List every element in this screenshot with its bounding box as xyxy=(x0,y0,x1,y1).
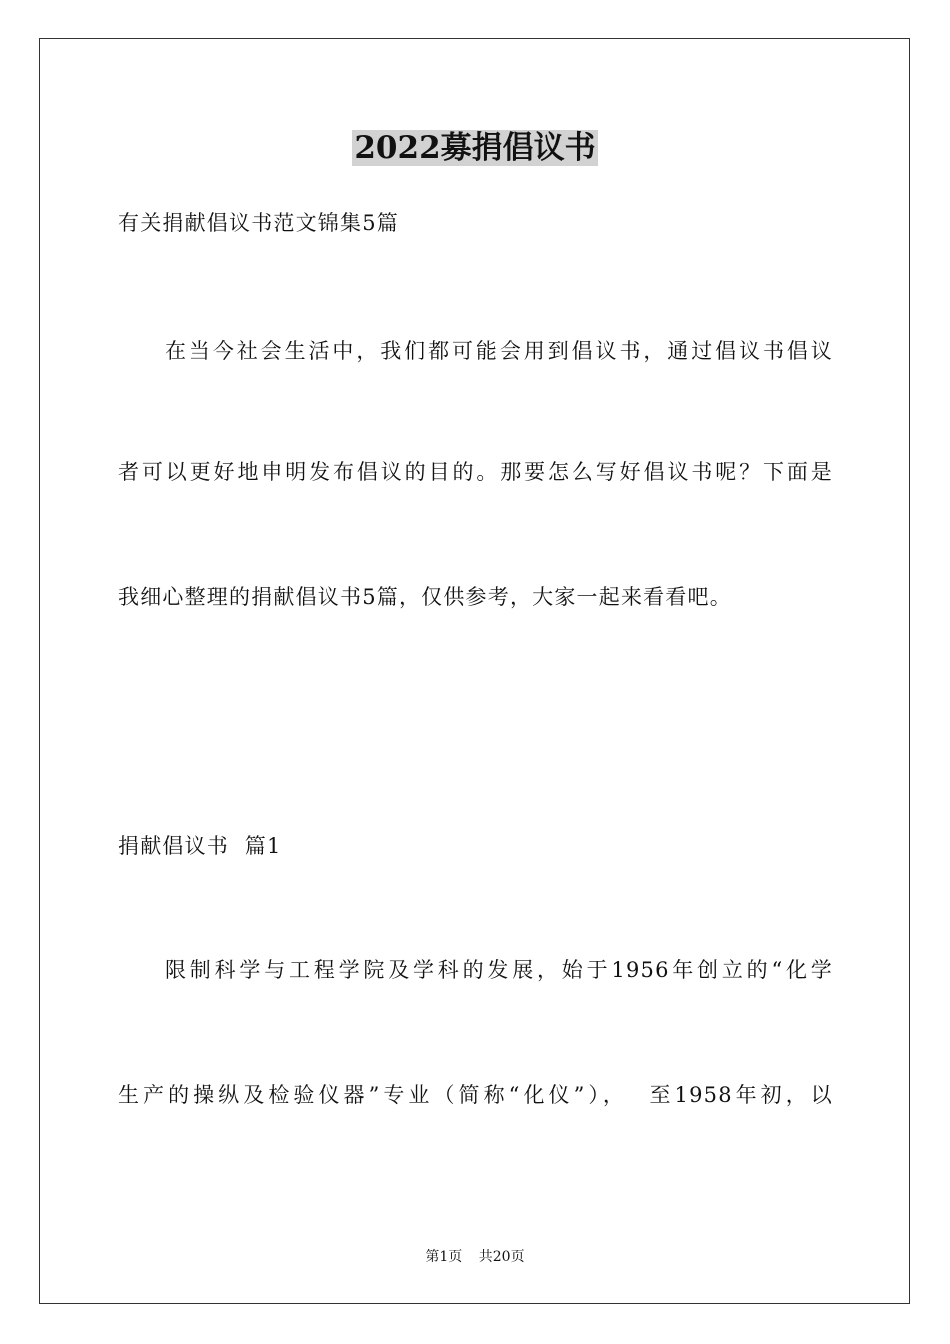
paragraph-line: 限制科学与工程学院及学科的发展，始于1956年创立的“化学 xyxy=(165,958,833,982)
page-footer xyxy=(0,1247,950,1267)
subtitle-line: 有关捐献倡议书范文锦集5篇 xyxy=(118,211,399,235)
page-total: 共20页 xyxy=(478,1249,525,1265)
paragraph-line: 者可以更好地申明发布倡议的目的。那要怎么写好倡议书呢？下面是 xyxy=(118,460,833,484)
document-title xyxy=(0,127,950,169)
paragraph-line: 在当今社会生活中，我们都可能会用到倡议书，通过倡议书倡议 xyxy=(165,339,833,363)
document-title-text: 2022募捐倡议书 xyxy=(354,130,596,166)
section-heading: 捐献倡议书 篇1 xyxy=(118,834,282,858)
paragraph-line: 我细心整理的捐献倡议书5篇，仅供参考，大家一起来看看吧。 xyxy=(118,585,732,609)
paragraph-line: 生产的操纵及检验仪器”专业（简称“化仪”）， 至1958年初，以 xyxy=(118,1083,833,1107)
page-number: 第1页 xyxy=(425,1249,463,1265)
